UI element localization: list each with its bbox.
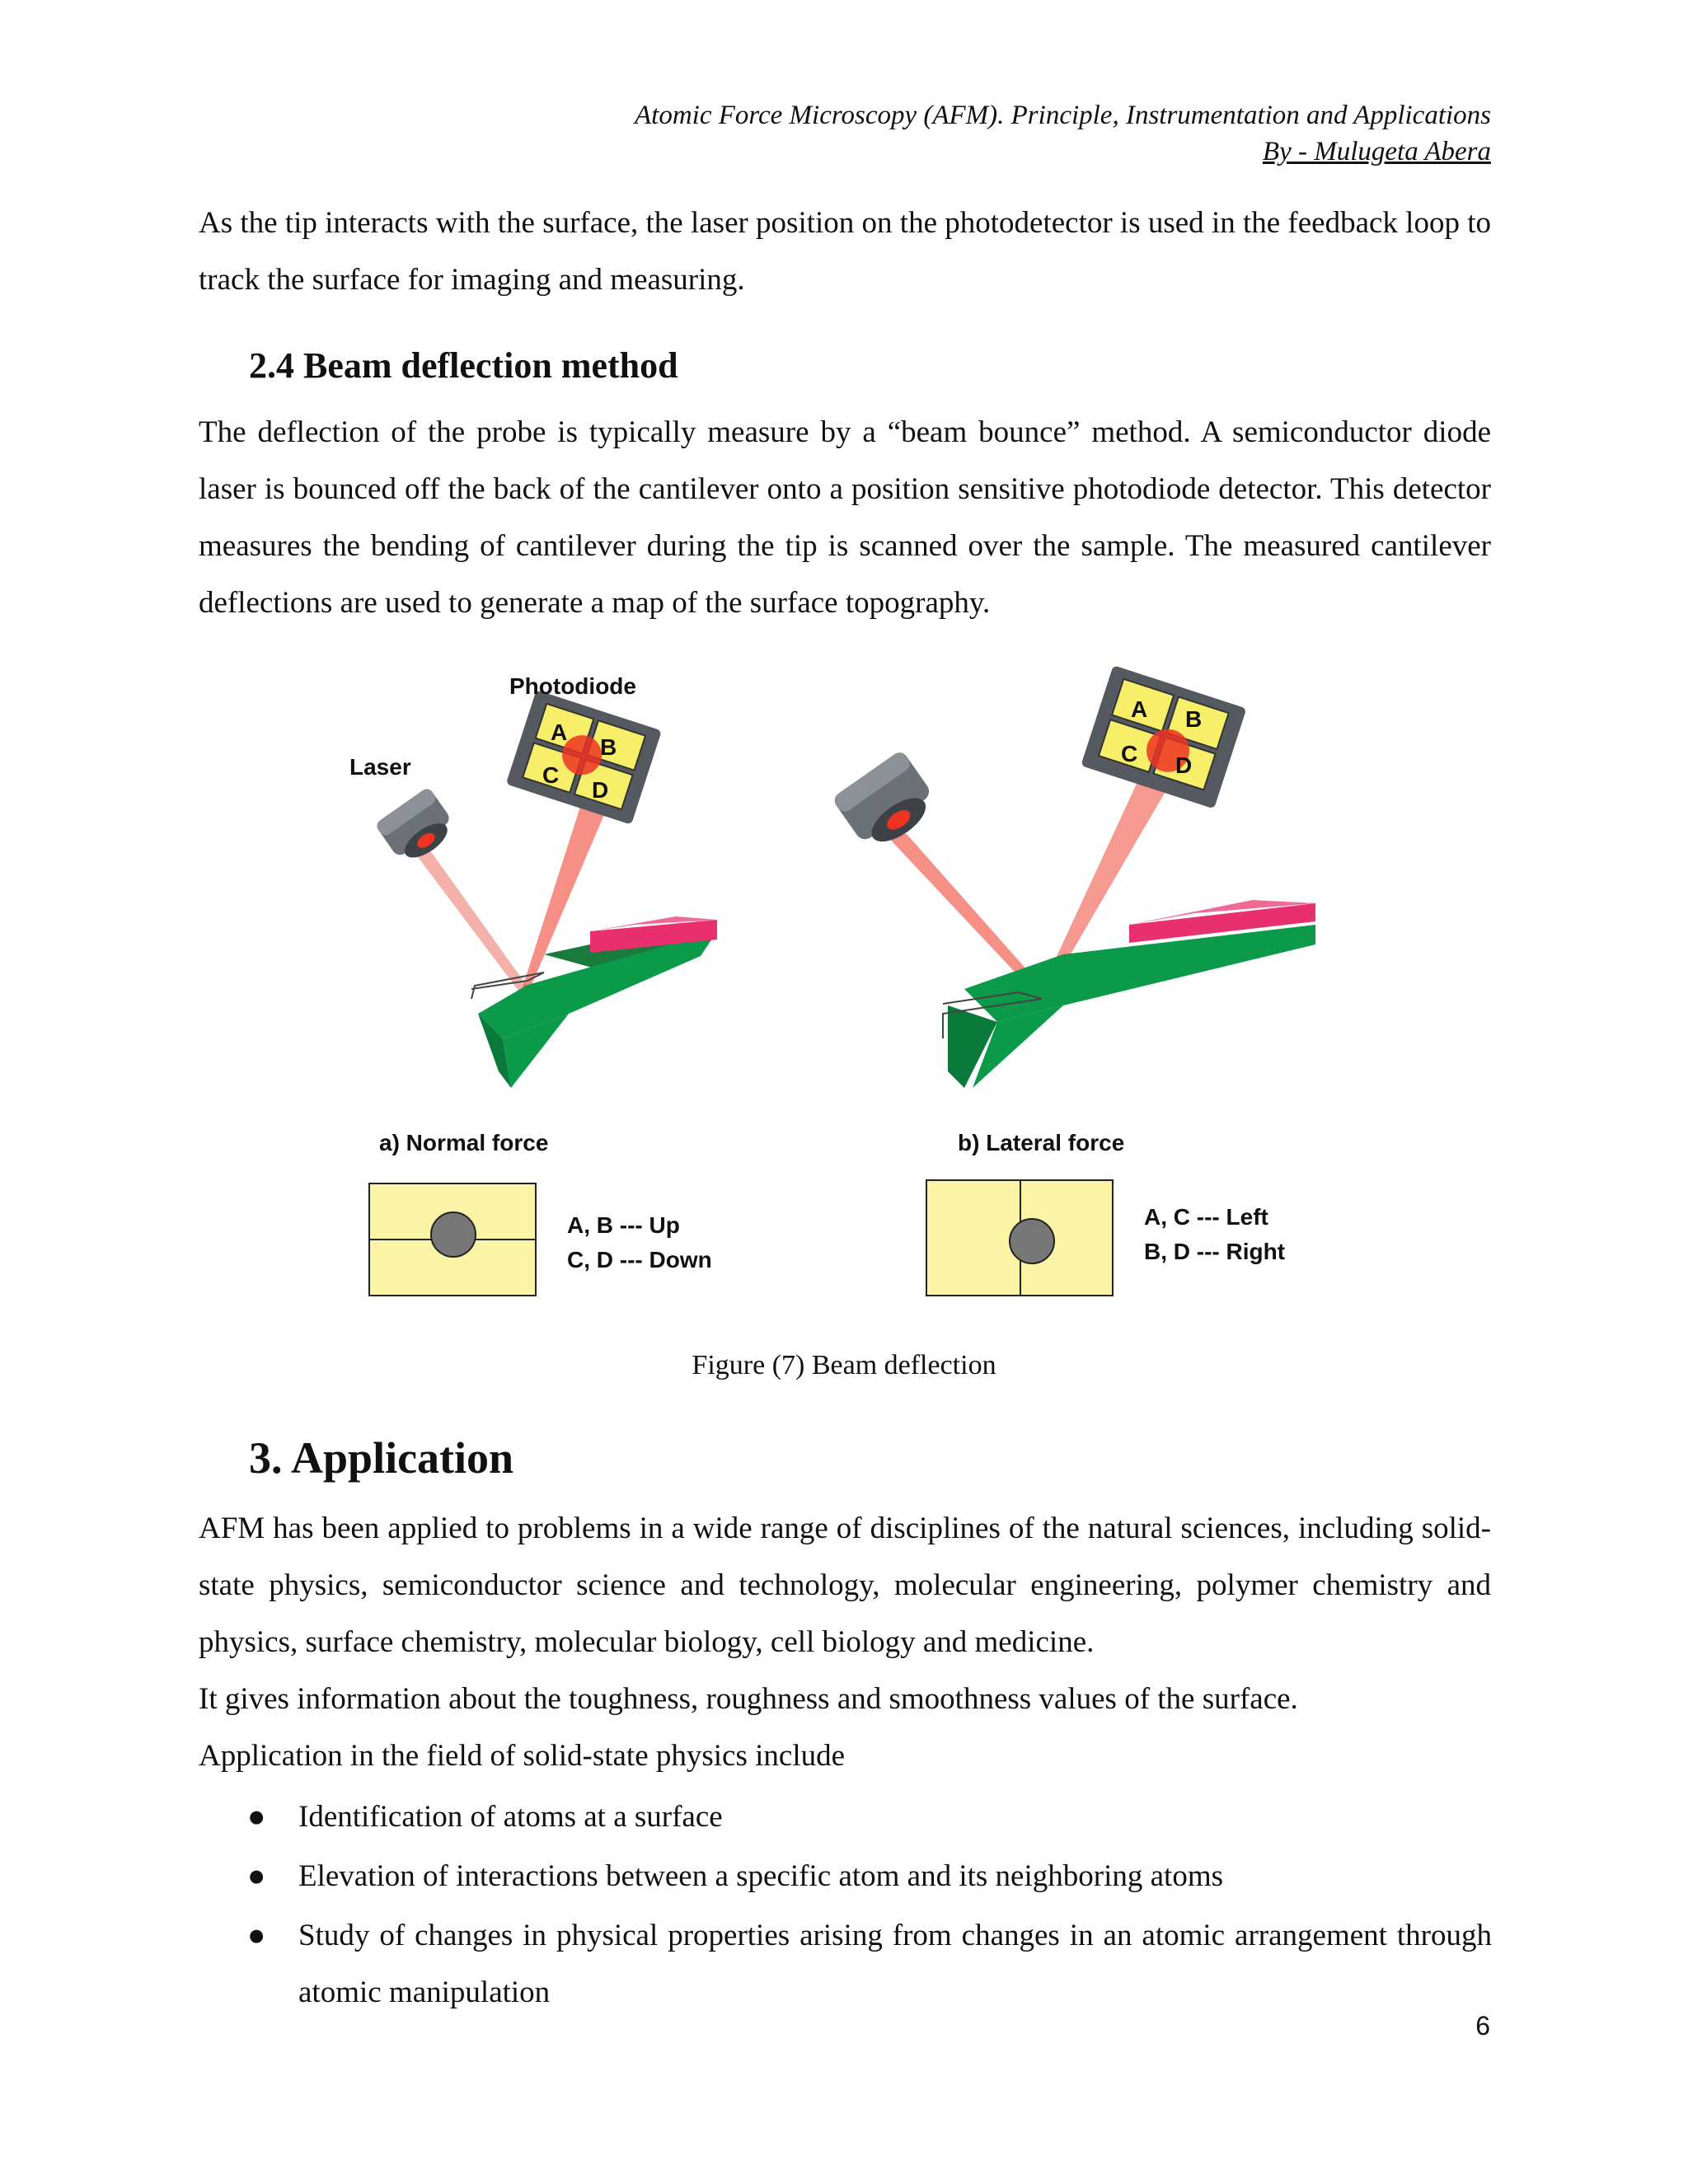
quadrant-b-label: B bbox=[600, 734, 617, 760]
detector-panel-a bbox=[369, 1183, 536, 1296]
section-heading-3: 3. Application bbox=[249, 1433, 514, 1483]
figure-caption: Figure (7) Beam deflection bbox=[692, 1350, 996, 1380]
bullet-icon: ● bbox=[247, 1800, 266, 1834]
application-paragraph-3: Application in the field of solid-state physics include bbox=[199, 1739, 846, 1773]
legend-a-line1: A, B --- Up bbox=[567, 1212, 680, 1238]
quadrant-b-label-b: B bbox=[1185, 706, 1203, 732]
intro-paragraph: As the tip interacts with the surface, the laser position on the photodetector is used in the feedback loop to track the surface for imaging and measuring. bbox=[199, 206, 1491, 297]
list-item: ● Identification of atoms at a surface bbox=[247, 1788, 1492, 1845]
application-paragraph-2: It gives information about the toughness, roughness and smoothness values of the surface. bbox=[199, 1682, 1298, 1716]
spot-icon-b bbox=[1010, 1219, 1054, 1263]
list-item: ● Elevation of interactions between a specific atom and its neighboring atoms bbox=[247, 1848, 1492, 1905]
laser-label: Laser bbox=[349, 754, 411, 780]
page-number: 6 bbox=[1475, 2011, 1490, 2041]
laser-icon-b bbox=[832, 749, 943, 856]
quadrant-d-label: D bbox=[592, 777, 609, 803]
detector-panel-b bbox=[926, 1180, 1113, 1296]
application-paragraph-1: AFM has been applied to problems in a wide range of disciplines of the natural sciences, including solid-state physics, semiconductor science and technology, molecular engineering, polymer chemistry and physics, surface chemistry, molecular biology, cell biology and medicine. bbox=[199, 1511, 1491, 1659]
spot-icon-a bbox=[431, 1212, 476, 1257]
beam-deflection-figure bbox=[338, 659, 1327, 1310]
quadrant-c-label: C bbox=[542, 762, 560, 788]
laser-beam-a bbox=[410, 847, 529, 994]
quadrant-d-label-b: D bbox=[1175, 752, 1193, 778]
quadrant-a-label: A bbox=[551, 719, 568, 745]
bullet-icon: ● bbox=[247, 1859, 266, 1893]
photodiode-icon-a bbox=[506, 690, 662, 825]
list-item: ● Study of changes in physical properties arising from changes in an atomic arrangement through atomic manipulation bbox=[247, 1907, 1492, 2021]
legend-b-line2: B, D --- Right bbox=[1144, 1239, 1286, 1264]
running-header bbox=[635, 97, 1491, 170]
solid-state-applications-list bbox=[247, 1788, 1492, 2023]
quadrant-c-label-b: C bbox=[1121, 741, 1138, 766]
beam-deflection-paragraph: The deflection of the probe is typically measure by a “beam bounce” method. A semiconductor diode laser is bounced off the back of the cantilever onto a position sensitive photodiode detector. This detector measures the bending of cantilever during the tip is scanned over the sample. The measured cantilever deflections are used to generate a map of the surface topography. bbox=[199, 415, 1491, 620]
photodiode-label: Photodiode bbox=[509, 673, 636, 699]
header-title: Atomic Force Microscopy (AFM). Principle, Instrumentation and Applications bbox=[635, 101, 1491, 130]
legend-a-line2: C, D --- Down bbox=[567, 1247, 712, 1272]
quadrant-a-label-b: A bbox=[1131, 696, 1148, 722]
section-heading-2-4: 2.4 Beam deflection method bbox=[249, 345, 678, 386]
bullet-icon: ● bbox=[247, 1919, 266, 1952]
photodiode-icon-b bbox=[1081, 665, 1246, 808]
caption-normal-force: a) Normal force bbox=[379, 1130, 549, 1155]
header-author: By - Mulugeta Abera bbox=[1262, 137, 1491, 166]
laser-icon-a bbox=[374, 786, 459, 869]
caption-lateral-force: b) Lateral force bbox=[958, 1130, 1125, 1155]
tip-face-b bbox=[973, 1005, 1063, 1088]
legend-b-line1: A, C --- Left bbox=[1144, 1204, 1268, 1230]
